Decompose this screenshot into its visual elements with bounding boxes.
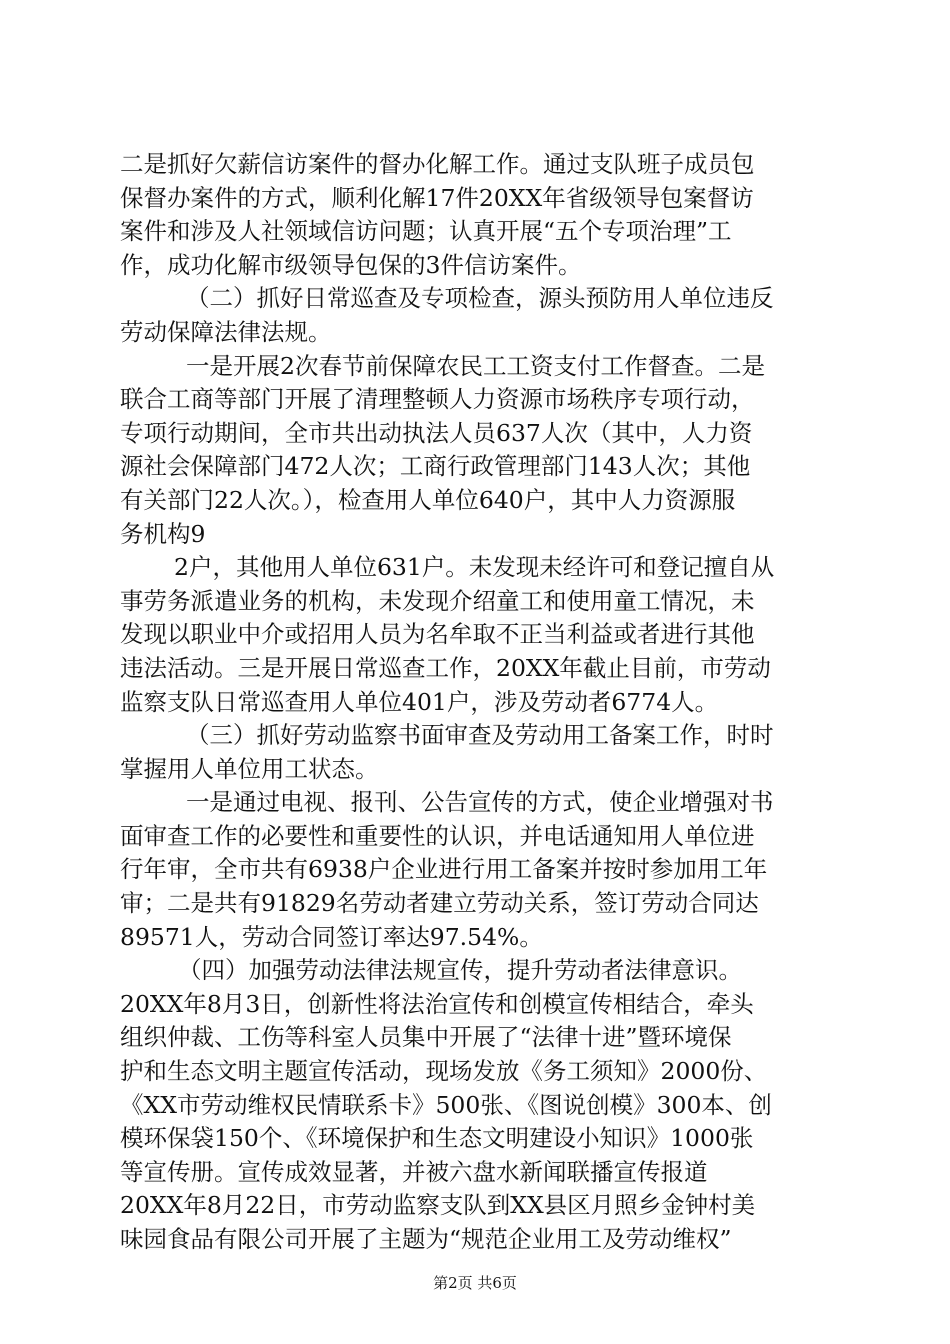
text-line: 事劳务派遣业务的机构，未发现介绍童工和使用童工情况，未 xyxy=(120,586,755,615)
text-line: 20XX年8月3日，创新性将法治宣传和创模宣传相结合，牵头 xyxy=(120,989,754,1018)
text-line: 案件和涉及人社领域信访问题；认真开展“五个专项治理”工 xyxy=(120,217,732,246)
text-line: （三）抓好劳动监察书面审查及劳动用工备案工作，时时 xyxy=(186,721,774,750)
text-line: 联合工商等部门开展了清理整顿人力资源市场秩序专项行动， xyxy=(120,385,755,414)
text-line: 有关部门22人次。），检查用人单位640户，其中人力资源服 xyxy=(120,485,736,514)
text-line: 味园食品有限公司开展了主题为“规范企业用工及劳动维权” xyxy=(120,1225,732,1253)
text-line: 审；二是共有91829名劳动者建立劳动关系，签订劳动合同达 xyxy=(120,889,759,918)
text-line: 一是通过电视、报刊、公告宣传的方式，使企业增强对书 xyxy=(186,788,774,817)
text-line: 20XX年8月22日，市劳动监察支队到XX县区月照乡金钟村美 xyxy=(120,1191,756,1220)
text-line: 《XX市劳动维权民情联系卡》500张、《图说创模》300本、创 xyxy=(120,1090,772,1119)
text-line: 面审查工作的必要性和重要性的认识，并电话通知用人单位进 xyxy=(120,821,755,850)
body-text xyxy=(120,148,840,1257)
text-line: 等宣传册。宣传成效显著，并被六盘水新闻联播宣传报道 xyxy=(120,1157,708,1186)
text-line: 专项行动期间，全市共出动执法人员637人次（其中，人力资 xyxy=(120,418,753,447)
text-line: 一是开展2次春节前保障农民工工资支付工作督查。二是 xyxy=(186,351,765,380)
text-line: 监察支队日常巡查用人单位401户，涉及劳动者6774人。 xyxy=(120,687,719,716)
text-line: 89571人，劳动合同签订率达97.54%。 xyxy=(120,922,543,951)
text-line: 劳动保障法律法规。 xyxy=(120,317,332,346)
text-line: 违法活动。三是开展日常巡查工作，20XX年截止目前，市劳动 xyxy=(120,653,771,682)
text-line: 组织仲裁、工伤等科室人员集中开展了“法律十进”暨环境保 xyxy=(120,1023,732,1052)
text-line: （二）抓好日常巡查及专项检查，源头预防用人单位违反 xyxy=(186,284,774,313)
text-line: 行年审，全市共有6938户企业进行用工备案并按时参加用工年 xyxy=(120,855,768,884)
text-line: 模环保袋150个、《环境保护和生态文明建设小知识》1000张 xyxy=(120,1124,754,1153)
text-line: 务机构9 xyxy=(120,519,206,548)
text-line: 源社会保障部门472人次；工商行政管理部门143人次；其他 xyxy=(120,452,751,481)
text-line: 保督办案件的方式，顺利化解17件20XX年省级领导包案督访 xyxy=(120,183,754,212)
text-line: 2户，其他用人单位631户。未发现未经许可和登记擅自从 xyxy=(174,553,775,582)
text-line: 作，成功化解市级领导包保的3件信访案件。 xyxy=(120,250,582,279)
text-line: 发现以职业中介或招用人员为名牟取不正当利益或者进行其他 xyxy=(120,620,755,649)
page-footer: 第2页 共6页 xyxy=(433,1274,517,1292)
text-line: 掌握用人单位用工状态。 xyxy=(120,754,379,783)
text-line: 二是抓好欠薪信访案件的督办化解工作。通过支队班子成员包 xyxy=(120,150,755,178)
text-line: （四）加强劳动法律法规宣传，提升劳动者法律意识。 xyxy=(178,956,742,985)
text-line: 护和生态文明主题宣传活动，现场发放《务工须知》2000份、 xyxy=(120,1057,768,1086)
